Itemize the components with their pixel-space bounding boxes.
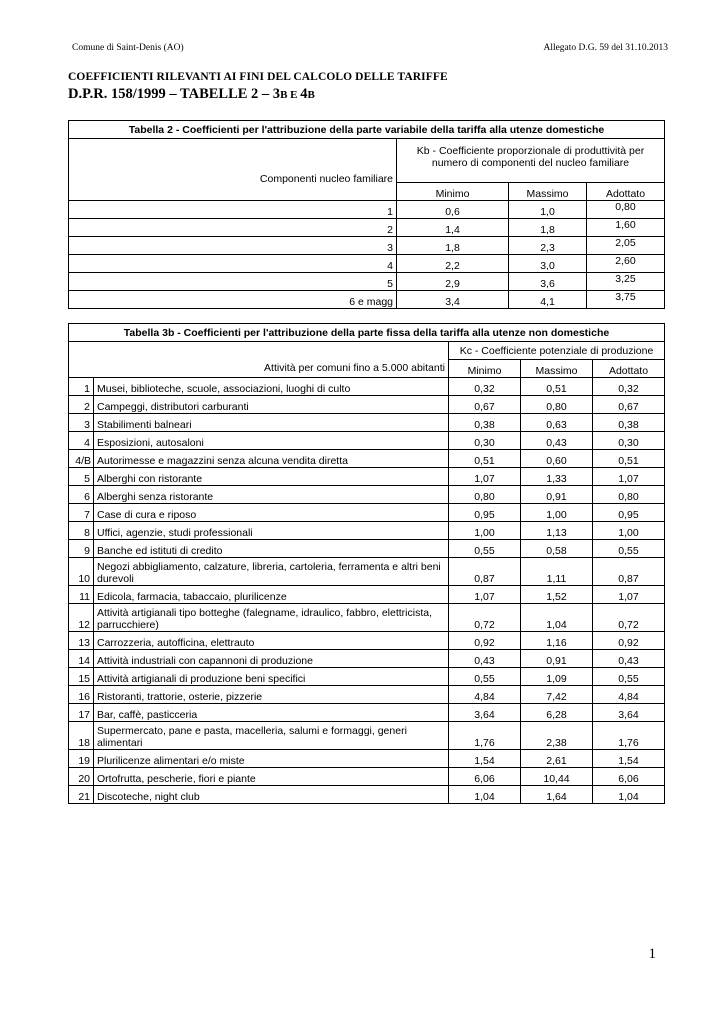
table-3b-cell-min: 4,84 xyxy=(449,686,521,704)
table-row xyxy=(69,540,665,558)
table-3b-cell-desc: Banche ed istituti di credito xyxy=(94,540,449,558)
table-3b-cell-n: 14 xyxy=(69,650,94,668)
document-title: COEFFICIENTI RILEVANTI AI FINI DEL CALCOLO DELLE TARIFFE xyxy=(68,71,448,83)
table-3b-cell-min: 1,04 xyxy=(449,786,521,804)
table-row xyxy=(69,586,665,604)
table-3b-cell-max: 0,91 xyxy=(521,486,593,504)
table-3b-cell-adopted: 0,55 xyxy=(593,668,665,686)
table-2-cell-max: 2,3 xyxy=(509,237,587,255)
table-row xyxy=(69,450,665,468)
table-3b-cell-max: 2,61 xyxy=(521,750,593,768)
table-3b-cell-desc: Attività industriali con capannoni di produzione xyxy=(94,650,449,668)
table-2-cell-adopted: 3,25 xyxy=(587,273,665,291)
table-3b-cell-n: 15 xyxy=(69,668,94,686)
table-3b-cell-adopted: 0,67 xyxy=(593,396,665,414)
table-3b-cell-adopted: 1,76 xyxy=(593,722,665,750)
table-3b-cell-max: 0,58 xyxy=(521,540,593,558)
table-row xyxy=(69,704,665,722)
table-3b-cell-desc: Edicola, farmacia, tabaccaio, plurilicenze xyxy=(94,586,449,604)
table-2-kb-header: Kb - Coefficiente proporzionale di produttività per numero di componenti del nucleo familiare xyxy=(397,139,665,183)
table-3b-cell-desc: Negozi abbigliamento, calzature, libreria, cartoleria, ferramenta e altri beni durevoli xyxy=(94,558,449,586)
table-row xyxy=(69,668,665,686)
table-3b-cell-n: 1 xyxy=(69,378,94,396)
table-3b-cell-max: 0,43 xyxy=(521,432,593,450)
table-row xyxy=(69,291,665,309)
table-3b-cell-desc: Campeggi, distributori carburanti xyxy=(94,396,449,414)
table-3b-cell-min: 0,38 xyxy=(449,414,521,432)
table-3b-cell-max: 0,63 xyxy=(521,414,593,432)
table-2-cell-min: 0,6 xyxy=(397,201,509,219)
table-3b-cell-desc: Ristoranti, trattorie, osterie, pizzerie xyxy=(94,686,449,704)
table-2-cell-n: 3 xyxy=(69,237,397,255)
table-3b-cell-desc: Alberghi senza ristorante xyxy=(94,486,449,504)
table-3b-cell-desc: Discoteche, night club xyxy=(94,786,449,804)
table-3b-cell-max: 1,00 xyxy=(521,504,593,522)
table-3b-cell-n: 12 xyxy=(69,604,94,632)
table-3b-cell-min: 1,54 xyxy=(449,750,521,768)
table-3b-cell-n: 6 xyxy=(69,486,94,504)
table-2-cell-min: 2,9 xyxy=(397,273,509,291)
table-2-cell-max: 3,6 xyxy=(509,273,587,291)
table-row xyxy=(69,378,665,396)
table-row xyxy=(69,504,665,522)
table-3b-cell-n: 18 xyxy=(69,722,94,750)
table-row xyxy=(69,558,665,586)
table-row xyxy=(69,486,665,504)
table-3b xyxy=(68,323,665,804)
table-2-cell-max: 1,8 xyxy=(509,219,587,237)
table-3b-cell-n: 8 xyxy=(69,522,94,540)
page-number: 1 xyxy=(648,946,656,962)
table-row xyxy=(69,237,665,255)
table-2-cell-min: 1,8 xyxy=(397,237,509,255)
table-3b-cell-adopted: 1,07 xyxy=(593,586,665,604)
table-3b-activities-label: Attività per comuni fino a 5.000 abitanti xyxy=(69,342,449,378)
table-3b-cell-min: 0,87 xyxy=(449,558,521,586)
table-row xyxy=(69,468,665,486)
table-3b-cell-adopted: 1,07 xyxy=(593,468,665,486)
table-3b-cell-n: 20 xyxy=(69,768,94,786)
table-3b-cell-min: 1,07 xyxy=(449,468,521,486)
table-3b-cell-adopted: 0,87 xyxy=(593,558,665,586)
table-3b-cell-max: 1,13 xyxy=(521,522,593,540)
table-2-cell-adopted: 1,60 xyxy=(587,219,665,237)
table-2-cell-adopted: 0,80 xyxy=(587,201,665,219)
table-3b-cell-n: 11 xyxy=(69,586,94,604)
table-2-cell-n: 6 e magg xyxy=(69,291,397,309)
table-2-row-label: Componenti nucleo familiare xyxy=(69,139,397,201)
table-3b-cell-adopted: 0,92 xyxy=(593,632,665,650)
table-3b-cell-n: 13 xyxy=(69,632,94,650)
table-2 xyxy=(68,120,665,309)
table-row xyxy=(69,786,665,804)
table-3b-cell-adopted: 6,06 xyxy=(593,768,665,786)
table-3b-cell-max: 0,60 xyxy=(521,450,593,468)
table-2-cell-min: 2,2 xyxy=(397,255,509,273)
table-3b-cell-n: 2 xyxy=(69,396,94,414)
table-3b-cell-adopted: 0,30 xyxy=(593,432,665,450)
table-row xyxy=(69,522,665,540)
table-2-cell-max: 3,0 xyxy=(509,255,587,273)
table-3b-cell-adopted: 0,95 xyxy=(593,504,665,522)
table-3b-cell-desc: Case di cura e riposo xyxy=(94,504,449,522)
table-3b-col-min: Minimo xyxy=(449,360,521,378)
table-3b-cell-desc: Attività artigianali di produzione beni specifici xyxy=(94,668,449,686)
document-subtitle: D.P.R. 158/1999 – TABELLE 2 – 3B E 4B xyxy=(68,86,315,102)
table-3b-cell-min: 1,07 xyxy=(449,586,521,604)
table-3b-cell-desc: Musei, biblioteche, scuole, associazioni, luoghi di culto xyxy=(94,378,449,396)
table-2-cell-adopted: 2,60 xyxy=(587,255,665,273)
table-3b-cell-max: 1,11 xyxy=(521,558,593,586)
table-3b-cell-adopted: 0,80 xyxy=(593,486,665,504)
table-3b-cell-desc: Alberghi con ristorante xyxy=(94,468,449,486)
table-3b-cell-max: 1,64 xyxy=(521,786,593,804)
table-3b-cell-adopted: 0,72 xyxy=(593,604,665,632)
table-row xyxy=(69,414,665,432)
table-3b-cell-desc: Stabilimenti balneari xyxy=(94,414,449,432)
table-row xyxy=(69,722,665,750)
table-3b-cell-desc: Ortofrutta, pescherie, fiori e piante xyxy=(94,768,449,786)
table-3b-cell-desc: Autorimesse e magazzini senza alcuna vendita diretta xyxy=(94,450,449,468)
table-2-col-min: Minimo xyxy=(397,183,509,201)
table-3b-cell-adopted: 1,04 xyxy=(593,786,665,804)
table-3b-cell-min: 0,32 xyxy=(449,378,521,396)
table-3b-cell-n: 19 xyxy=(69,750,94,768)
table-3b-cell-adopted: 1,00 xyxy=(593,522,665,540)
table-3b-cell-max: 1,09 xyxy=(521,668,593,686)
table-3b-cell-min: 0,95 xyxy=(449,504,521,522)
table-3b-cell-max: 1,16 xyxy=(521,632,593,650)
table-2-cell-max: 4,1 xyxy=(509,291,587,309)
table-3b-cell-adopted: 0,32 xyxy=(593,378,665,396)
table-3b-cell-n: 21 xyxy=(69,786,94,804)
table-2-col-adopted: Adottato xyxy=(587,183,665,201)
table-3b-cell-max: 7,42 xyxy=(521,686,593,704)
table-3b-cell-max: 0,51 xyxy=(521,378,593,396)
table-3b-cell-adopted: 4,84 xyxy=(593,686,665,704)
table-3b-cell-adopted: 0,55 xyxy=(593,540,665,558)
table-3b-col-max: Massimo xyxy=(521,360,593,378)
table-row xyxy=(69,750,665,768)
table-3b-cell-min: 0,43 xyxy=(449,650,521,668)
table-3b-cell-min: 0,55 xyxy=(449,668,521,686)
table-3b-cell-min: 0,92 xyxy=(449,632,521,650)
table-row xyxy=(69,273,665,291)
table-3b-cell-desc: Uffici, agenzie, studi professionali xyxy=(94,522,449,540)
table-2-cell-n: 5 xyxy=(69,273,397,291)
table-row xyxy=(69,219,665,237)
table-row xyxy=(69,650,665,668)
table-3b-cell-desc: Supermercato, pane e pasta, macelleria, salumi e formaggi, generi alimentari xyxy=(94,722,449,750)
table-2-cell-n: 2 xyxy=(69,219,397,237)
table-3b-cell-min: 0,55 xyxy=(449,540,521,558)
table-3b-cell-desc: Plurilicenze alimentari e/o miste xyxy=(94,750,449,768)
table-3b-cell-max: 1,33 xyxy=(521,468,593,486)
table-3b-cell-desc: Esposizioni, autosaloni xyxy=(94,432,449,450)
table-row xyxy=(69,604,665,632)
table-3b-cell-n: 9 xyxy=(69,540,94,558)
table-3b-cell-n: 17 xyxy=(69,704,94,722)
table-3b-cell-min: 1,00 xyxy=(449,522,521,540)
table-row xyxy=(69,255,665,273)
table-2-caption: Tabella 2 - Coefficienti per l'attribuzione della parte variabile della tariffa alla utenze domestiche xyxy=(69,121,665,139)
table-3b-cell-min: 0,80 xyxy=(449,486,521,504)
table-3b-col-adopted: Adottato xyxy=(593,360,665,378)
table-3b-cell-desc: Carrozzeria, autofficina, elettrauto xyxy=(94,632,449,650)
table-2-cell-adopted: 3,75 xyxy=(587,291,665,309)
header-right-text: Allegato D.G. 59 del 31.10.2013 xyxy=(543,43,668,53)
table-3b-caption: Tabella 3b - Coefficienti per l'attribuzione della parte fissa della tariffa alla utenze non domestiche xyxy=(69,324,665,342)
table-2-col-max: Massimo xyxy=(509,183,587,201)
table-2-cell-min: 3,4 xyxy=(397,291,509,309)
table-row xyxy=(69,632,665,650)
table-3b-cell-max: 10,44 xyxy=(521,768,593,786)
table-row xyxy=(69,686,665,704)
table-3b-cell-min: 3,64 xyxy=(449,704,521,722)
table-3b-kc-header: Kc - Coefficiente potenziale di produzione xyxy=(449,342,665,360)
table-3b-cell-min: 0,30 xyxy=(449,432,521,450)
table-row xyxy=(69,768,665,786)
table-2-cell-n: 1 xyxy=(69,201,397,219)
table-row xyxy=(69,201,665,219)
table-3b-cell-min: 0,72 xyxy=(449,604,521,632)
table-3b-cell-adopted: 3,64 xyxy=(593,704,665,722)
table-3b-cell-n: 16 xyxy=(69,686,94,704)
table-3b-cell-max: 2,38 xyxy=(521,722,593,750)
table-3b-cell-n: 4/B xyxy=(69,450,94,468)
table-3b-cell-max: 1,52 xyxy=(521,586,593,604)
table-3b-cell-adopted: 1,54 xyxy=(593,750,665,768)
table-3b-cell-n: 7 xyxy=(69,504,94,522)
table-2-cell-min: 1,4 xyxy=(397,219,509,237)
table-3b-cell-min: 0,51 xyxy=(449,450,521,468)
table-3b-cell-max: 0,80 xyxy=(521,396,593,414)
table-2-cell-max: 1,0 xyxy=(509,201,587,219)
table-row xyxy=(69,432,665,450)
table-3b-cell-min: 1,76 xyxy=(449,722,521,750)
table-3b-cell-max: 0,91 xyxy=(521,650,593,668)
table-3b-cell-n: 4 xyxy=(69,432,94,450)
table-2-cell-n: 4 xyxy=(69,255,397,273)
table-3b-cell-adopted: 0,51 xyxy=(593,450,665,468)
table-3b-cell-n: 10 xyxy=(69,558,94,586)
table-3b-cell-adopted: 0,43 xyxy=(593,650,665,668)
table-3b-cell-n: 3 xyxy=(69,414,94,432)
table-3b-cell-adopted: 0,38 xyxy=(593,414,665,432)
header-left-text: Comune di Saint-Denis (AO) xyxy=(72,43,184,53)
table-3b-cell-desc: Attività artigianali tipo botteghe (falegname, idraulico, fabbro, elettricista, parrucchiere) xyxy=(94,604,449,632)
table-3b-cell-min: 0,67 xyxy=(449,396,521,414)
table-row xyxy=(69,396,665,414)
table-3b-cell-max: 6,28 xyxy=(521,704,593,722)
table-2-cell-adopted: 2,05 xyxy=(587,237,665,255)
table-3b-cell-desc: Bar, caffè, pasticceria xyxy=(94,704,449,722)
table-3b-cell-min: 6,06 xyxy=(449,768,521,786)
table-3b-cell-n: 5 xyxy=(69,468,94,486)
table-3b-cell-max: 1,04 xyxy=(521,604,593,632)
